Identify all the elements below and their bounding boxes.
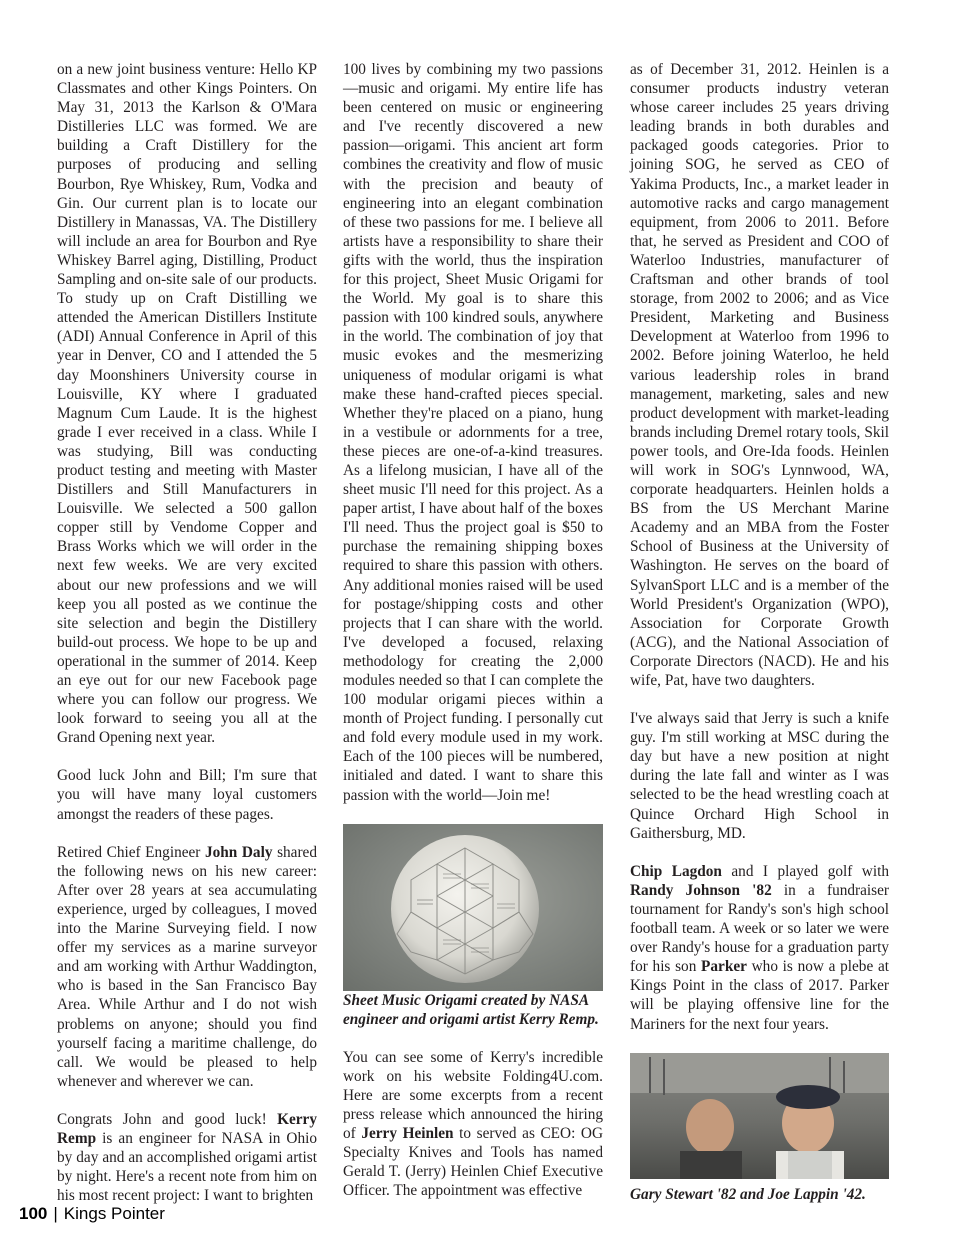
name-john-daly: John Daly <box>204 843 273 861</box>
name-jerry-heinlen: Jerry Heinlen <box>361 1125 454 1143</box>
column-1 <box>57 60 317 1205</box>
origami-photo <box>343 824 603 991</box>
page-number: 100 <box>19 1204 48 1223</box>
two-men-illustration <box>630 1053 889 1179</box>
name-randy-johnson: Randy Johnson '82 <box>630 881 772 899</box>
paragraph-john-daly: Retired Chief Engineer John Daly shared the following news on his new career: After over 28 years at sea accumulating experience, urged by colleagues, I moved into the Marine Surveying field. I now offer my services as a marine surveyor and am working with Arthur Waddington, who is based in the San Francisco Bay Area. While Arthur and I do not wish problems on anyone; should you find yourself facing a maritime challenge, do call. We would be pleased to help whenever and wherever we can. <box>57 843 317 1090</box>
paragraph-golf: Chip Lagdon and I played golf with Randy Johnson '82 in a fundraiser tournament for Randy's son's high school football team. A week or so later we were over Randy's house for a graduation party for his son Parker who is now a plebe at Kings Point in the class of 2017. Parker will be playing offensive line for the Mariners for the next four years. <box>630 862 889 1033</box>
stewart-lappin-photo <box>630 1053 889 1179</box>
paragraph-good-luck: Good luck John and Bill; I'm sure that you will have many loyal customers amongst the readers of these pages. <box>57 767 317 823</box>
paragraph-distillery: on a new joint business venture: Hello KP Classmates and other Kings Pointers. On May 31, 2013 the Karlson & O'Mara Distilleries LLC was formed. We are building a Craft Distillery for the purposes of producing and selling Bourbon, Rye Whiskey, Rum, Vodka and Gin. Our current plan is to locate our Distillery in Manassas, VA. The Distillery will include an area for Bourbon and Rye Whiskey Barrel aging, Distilling, Product Sampling and on-site sale of our products. To study up on Craft Distilling we attended the American Distillers Institute (ADI) Annual Conference in April of this year in Denver, CO and I attended the 5 day Moonshiners University course in Louisville, KY where I graduated Magnum Cum Laude. It is the highest grade I ever received in a class. While I was studying, Bill was conducting product testing and meeting with Master Distillers and Still Manufacturers in Louisville. We selected a 500 gallon copper still by Vendome Copper and Brass Works which we will order in the next few weeks. We are very excited about our new professions and we will keep you all posted as we continue the site selection and begin the Distillery build-out process. We hope to be up and operational in the summer of 2014. Keep an eye out for our new Facebook page where you can follow our progress. We look forward to seeing you all at the Grand Opening next year. <box>57 61 317 747</box>
footer-separator: | <box>53 1204 58 1223</box>
name-chip-lagdon: Chip Lagdon <box>630 862 722 880</box>
name-kerry-remp: Kerry Remp <box>57 1110 317 1147</box>
paragraph-knife-guy: I've always said that Jerry is such a knife guy. I'm still working at MSC during the day but have a new position at night during the late fall and winter as I was selected to be the head wrestling coach at Quince Orchard High School in Gaithersburg, MD. <box>630 710 889 842</box>
origami-caption: Sheet Music Origami created by NASA engineer and origami artist Kerry Remp. <box>343 991 599 1028</box>
column-3 <box>630 60 889 1204</box>
paragraph-jerry-heinlen: You can see some of Kerry's incredible work on his website Folding4U.com. Here are some excerpts from a recent press release which announced the hiring of Jerry Heinlen to served as CEO: OG Specialty Knives and Tools has named Gerald T. (Jerry) Heinlen Chief Executive Officer. The appointment was effective <box>343 1048 603 1200</box>
page-footer <box>19 1204 165 1224</box>
paragraph-kerry-remp: Congrats John and good luck! Kerry Remp is an engineer for NASA in Ohio by day and an accomplished origami artist by night. Here's a recent note from him on his most recent project: I want to brighten <box>57 1110 317 1205</box>
name-parker: Parker <box>701 958 747 976</box>
column-2 <box>343 60 603 1200</box>
paragraph-heinlen-bio: as of December 31, 2012. Heinlen is a consumer products industry veteran whose career includes 25 years driving leading brands in both durables and packaged goods categories. Prior to joining SOG, he served as CEO of Yakima Products, Inc., a market leader in automotive racks and cargo management equipment, from 2006 to 2011. Before that, he served as President and COO of Waterloo Industries, manufacturer of Craftsman and other brands of tool storage, from 2002 to 2006; and as Vice President, Marketing and Business Development at Waterloo from 1996 to 2002. Before joining Waterloo, he held various leadership roles in brand management, marketing, sales and new product development with market-leading brands including Dremel rotary tools, Skil power tools, and Ore-Ida foods. Heinlen will work in SOG's Lynnwood, WA, corporate headquarters. Heinlen holds a BS from the US Merchant Marine Academy and an MBA from the Foster School of Business at the University of Washington. He serves on the board of SylvanSport LLC and is a member of the World President's Organization (WPO), Association for Corporate Growth (ACG), and the National Association of Corporate Directors (NACD). He and his wife, Pat, have two daughters. <box>630 61 889 689</box>
publication-name: Kings Pointer <box>63 1204 165 1223</box>
origami-illustration <box>343 824 603 991</box>
paragraph-origami-project: 100 lives by combining my two passions—music and origami. My entire life has been centered on music or engineering and I've recently discovered a new passion—origami. This ancient art form combines the creativity and flow of music with the precision and beauty of engineering into an elegant combination of these two passions for me. I believe all artists have a responsibility to share their gifts with the world, thus the inspiration for this project, Sheet Music Origami for the World. My goal is to share this passion with 100 kindred souls, anywhere in the world. The combination of joy that music evokes and the mesmerizing uniqueness of modular origami is what make these hand-crafted pieces special. Whether they're placed on a piano, hung in a vestibule or adornments for a tree, these pieces are one-of-a-kind treasures. As a lifelong musician, I have all of the sheet music I'll need for this project. As a paper artist, I have about half of the boxes I'll need. Thus the project goal is $50 to purchase the remaining shipping boxes required to share this passion with others. Any additional monies raised will be used for postage/shipping costs and other projects that I can share with the world. I've developed a focused, relaxing methodology for creating the 2,000 modules needed so that I can complete the 100 modular origami pieces within a month of Project funding. I personally cut and fold every module used in my work. Each of the 100 pieces will be numbered, initialed and dated. I want to share this passion with the world—Join me! <box>343 61 603 804</box>
stewart-lappin-caption: Gary Stewart '82 and Joe Lappin '42. <box>630 1185 866 1203</box>
